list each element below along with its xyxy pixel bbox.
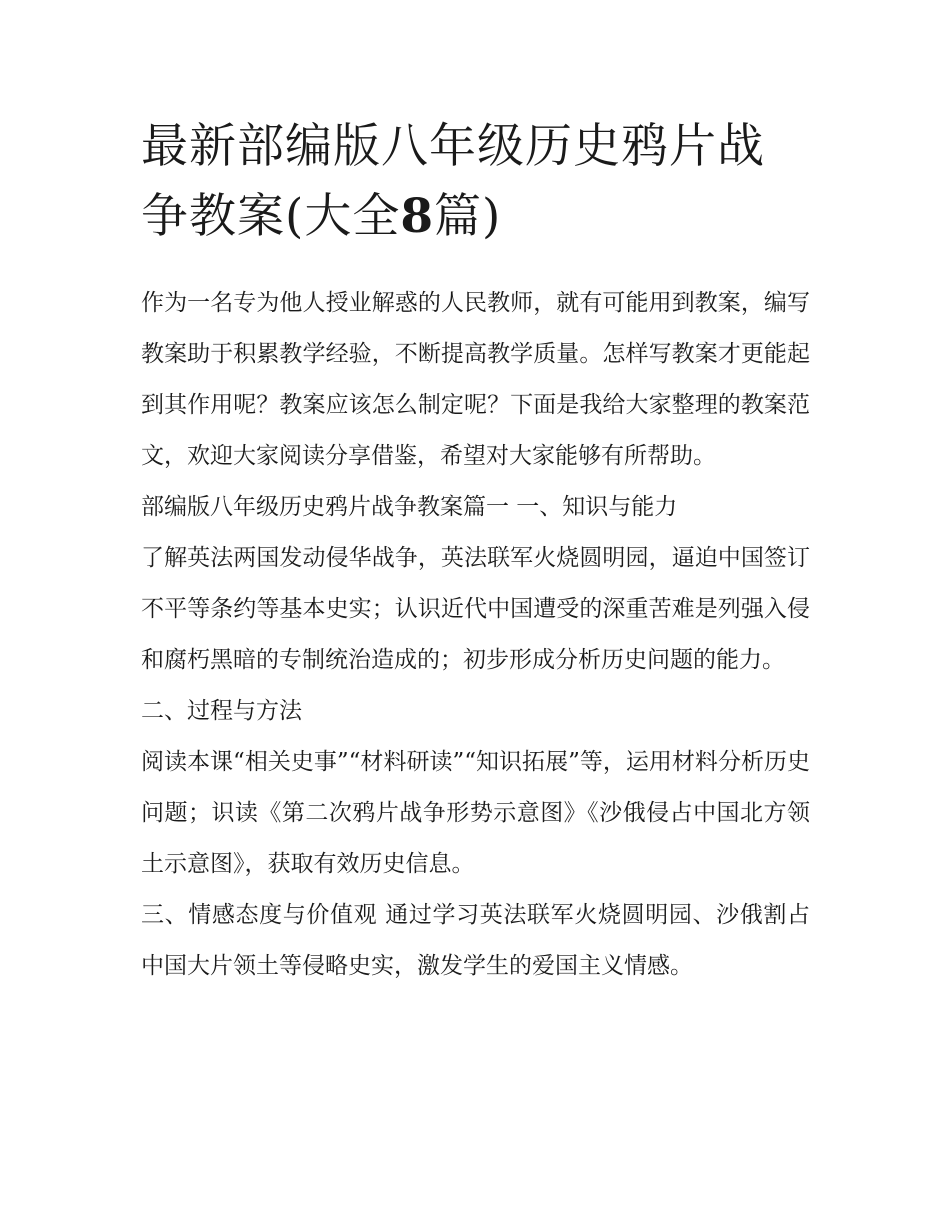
title-text-start: 最新部编版八年级历史鸦片战争教案(大全	[141, 119, 765, 244]
title-text-end: 篇)	[434, 189, 502, 244]
title-number: 8	[400, 189, 435, 244]
document-title	[141, 112, 810, 252]
section-heading-process: 二、过程与方法	[141, 698, 302, 724]
process-paragraph: 阅读本课“相关史事”“材料研读”“知识拓展”等，运用材料分析历史问题；识读《第二次鸦片战争形势示意图》《沙俄侵占中国北方领土示意图》，获取有效历史信息。	[141, 749, 810, 877]
intro-paragraph: 作为一名专为他人授业解惑的人民教师，就有可能用到教案，编写教案助于积累教学经验，不断提高教学质量。怎样写教案才更能起到其作用呢？教案应该怎么制定呢？下面是我给大家整理的教案范文，欢迎大家阅读分享借鉴，希望对大家能够有所帮助。	[141, 290, 810, 469]
knowledge-paragraph: 了解英法两国发动侵华战争，英法联军火烧圆明园，逼迫中国签订不平等条约等基本史实；认识近代中国遭受的深重苦难是列强入侵和腐朽黑暗的专制统治造成的；初步形成分析历史问题的能力。	[141, 545, 810, 673]
section-heading-knowledge: 部编版八年级历史鸦片战争教案篇一 一、知识与能力	[141, 494, 678, 520]
document-body	[141, 278, 810, 992]
values-paragraph: 三、情感态度与价值观 通过学习英法联军火烧圆明园、沙俄割占中国大片领土等侵略史实，激发学生的爱国主义情感。	[141, 902, 810, 979]
